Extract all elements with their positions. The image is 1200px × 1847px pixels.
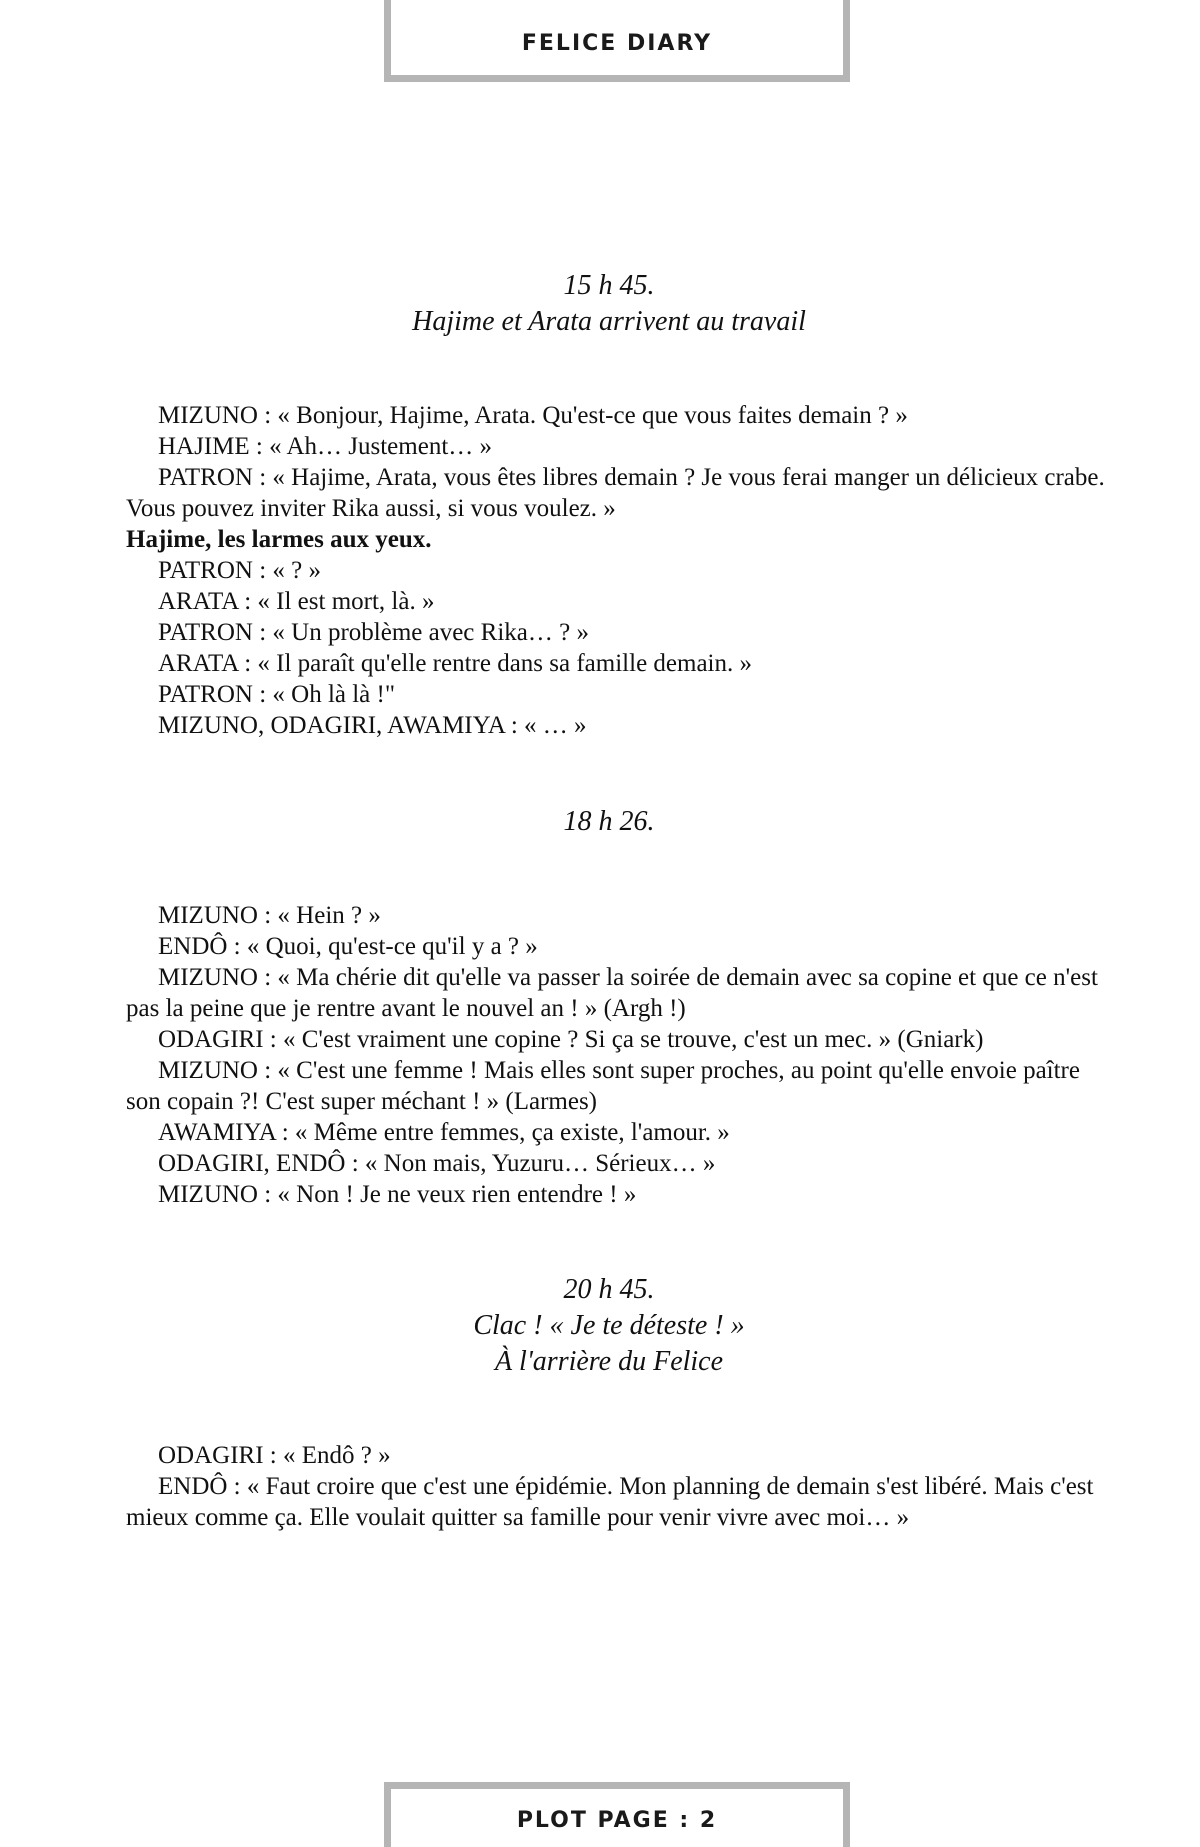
footer-page-label: PLOT PAGE : 2 [516, 1807, 718, 1833]
section-1-subtitle: Hajime et Arata arrivent au travail [412, 306, 806, 337]
section-3-subtitle: Clac ! « Je te déteste ! » [473, 1310, 745, 1341]
section-3-location: À l'arrière du Felice [494, 1346, 724, 1377]
dialogue-line: MIZUNO : « Ma chérie dit qu'elle va passer la soirée de demain avec sa copine et que ce n'est pas la peine que je rentre avant le nouvel an ! » (Argh !) [126, 964, 1098, 1022]
section-3-dialogue [126, 1440, 1106, 1533]
dialogue-line: MIZUNO, ODAGIRI, AWAMIYA : « … » [158, 712, 587, 739]
section-2-heading [0, 804, 1200, 840]
dialogue-line: MIZUNO : « C'est une femme ! Mais elles sont super proches, au point qu'elle envoie paître son copain ?! C'est super méchant ! » (Larmes) [126, 1057, 1080, 1115]
dialogue-line: PATRON : « Oh là là !" [158, 681, 396, 708]
stage-direction: Hajime, les larmes aux yeux. [126, 526, 432, 553]
section-2-dialogue [126, 900, 1106, 1210]
dialogue-line: PATRON : « Hajime, Arata, vous êtes libres demain ? Je vous ferai manger un délicieux crabe. Vous pouvez inviter Rika aussi, si vous voulez. » [126, 464, 1105, 522]
dialogue-line: ODAGIRI : « Endô ? » [158, 1442, 391, 1469]
dialogue-line: AWAMIYA : « Même entre femmes, ça existe, l'amour. » [158, 1119, 730, 1146]
header-title: FELICE DIARY [521, 31, 713, 56]
section-1-heading [0, 268, 1200, 340]
dialogue-line: ARATA : « Il paraît qu'elle rentre dans sa famille demain. » [158, 650, 752, 677]
dialogue-line: ENDÔ : « Quoi, qu'est-ce qu'il y a ? » [158, 933, 538, 960]
dialogue-line: PATRON : « Un problème avec Rika… ? » [158, 619, 589, 646]
dialogue-line: HAJIME : « Ah… Justement… » [158, 433, 493, 460]
dialogue-line: ARATA : « Il est mort, là. » [158, 588, 435, 615]
section-3-heading [0, 1272, 1200, 1380]
section-3-time: 20 h 45. [563, 1274, 655, 1305]
dialogue-line: ENDÔ : « Faut croire que c'est une épidémie. Mon planning de demain s'est libéré. Mais c'est mieux comme ça. Elle voulait quitter sa famille pour venir vivre avec moi… » [126, 1473, 1094, 1531]
dialogue-line: ODAGIRI, ENDÔ : « Non mais, Yuzuru… Sérieux… » [158, 1150, 716, 1177]
dialogue-line: ODAGIRI : « C'est vraiment une copine ? Si ça se trouve, c'est un mec. » (Gniark) [158, 1026, 984, 1053]
footer-frame [384, 1782, 850, 1847]
section-2-time: 18 h 26. [563, 806, 655, 837]
dialogue-line: PATRON : « ? » [158, 557, 321, 584]
dialogue-line: MIZUNO : « Non ! Je ne veux rien entendre ! » [158, 1181, 637, 1208]
section-1-dialogue [126, 400, 1106, 741]
dialogue-line: MIZUNO : « Bonjour, Hajime, Arata. Qu'est-ce que vous faites demain ? » [158, 402, 908, 429]
section-1-time: 15 h 45. [563, 270, 655, 301]
dialogue-line: MIZUNO : « Hein ? » [158, 902, 381, 929]
header-frame [384, 0, 850, 82]
